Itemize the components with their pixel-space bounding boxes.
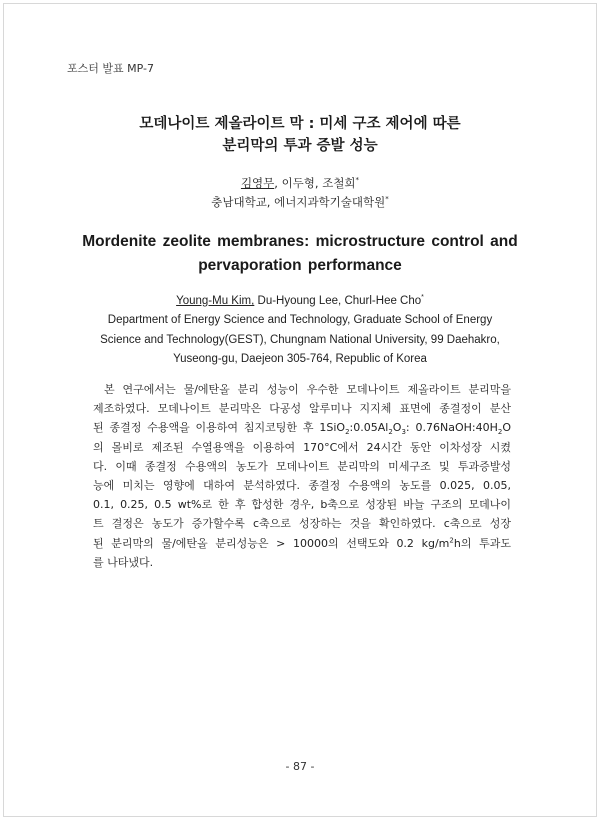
abstract-line: [93, 418, 511, 437]
english-title-line-2: pervaporation performance: [198, 257, 402, 274]
korean-authors-block: [0, 174, 600, 212]
abstract-text: O: [392, 421, 402, 435]
english-affiliation-line-2: Science and Technology(GEST), Chungnam National University, 99 Daehakro,: [100, 333, 500, 346]
abstract-line: 를 나타냈다.: [93, 555, 154, 569]
korean-other-authors: , 이두형, 조철희: [274, 176, 356, 190]
abstract-text: O: [502, 421, 511, 435]
session-label: 포스터 발표 MP-7: [67, 62, 154, 75]
abstract-body: [93, 380, 511, 572]
english-first-author: Young-Mu Kim,: [176, 295, 255, 307]
subscript: 3: [401, 428, 406, 437]
korean-affiliation-mark: *: [385, 195, 389, 204]
korean-affiliation: 충남대학교, 에너지과학기술대학원: [211, 195, 386, 209]
abstract-text: 된 종결정 수용액을 이용하여 침지코팅한 후 1SiO: [93, 421, 346, 435]
abstract-line: 0.1, 0.25, 0.5 wt%로 한 후 합성한 경우, b축으로 성장된 바늘 구조의 모데나이: [93, 498, 511, 512]
abstract-line: 본 연구에서는 물/에탄올 분리 성능이 우수한 모데나이트 제올라이트 분리막을: [104, 383, 511, 396]
subscript: 2: [388, 428, 393, 437]
korean-title-line-1: 모데나이트 제올라이트 막 : 미세 구조 제어에 따른: [139, 116, 461, 132]
subscript: 2: [345, 428, 350, 437]
abstract-line: 트 결정은 농도가 증가할수록 c축으로 성장하는 것을 확인하였다. c축으로 성장: [93, 517, 511, 531]
abstract-text: h의 투과도: [453, 536, 511, 550]
page-number: - 87 -: [285, 760, 315, 773]
english-affiliation-line-1: Department of Energy Science and Technology, Graduate School of Energy: [107, 314, 493, 327]
korean-affiliation-line: [0, 193, 600, 212]
korean-title-line-2: 분리막의 투과 증발 성능: [222, 138, 378, 154]
english-corresponding-mark: *: [421, 294, 424, 302]
english-affiliation-line-3: Yuseong-gu, Daejeon 305-764, Republic of Korea: [173, 352, 427, 365]
korean-author-line: [0, 174, 600, 193]
abstract-text: : 0.76NaOH:40H: [405, 421, 498, 435]
abstract-line: 능에 미치는 영향에 대하여 분석하였다. 종결정 수용액의 농도를 0.025, 0.05,: [93, 478, 511, 492]
abstract-text: 된 분리막의 물/에탄올 분리성능은 > 10000의 선택도와 0.2 kg/m: [93, 536, 450, 550]
abstract-line: 다. 이때 종결정 수용액의 농도가 모데나이트 분리막의 미세구조 및 투과증발성: [93, 459, 511, 473]
korean-corresponding-mark: *: [355, 176, 360, 185]
abstract-text: :0.05Al: [349, 421, 389, 435]
korean-title: [0, 113, 600, 157]
english-author-line: [0, 292, 600, 311]
korean-first-author: 김영무: [240, 176, 275, 190]
subscript: 2: [497, 428, 503, 437]
abstract-line: 제조하였다. 모데나이트 분리막은 다공성 알루미나 지지체 표면에 종결정이 분산: [93, 402, 511, 416]
english-title: [0, 230, 600, 278]
abstract-line: [93, 534, 511, 553]
english-other-authors: Du-Hyoung Lee, Churl-Hee Cho: [254, 295, 422, 307]
superscript: 2: [449, 535, 454, 544]
english-title-line-1: Mordenite zeolite membranes: microstructure control and: [82, 233, 518, 250]
abstract-line: 의 몰비로 제조된 수열용액을 이용하여 170°C에서 24시간 동안 이차성장 시켰: [93, 440, 511, 454]
english-authors-block: [0, 292, 600, 369]
